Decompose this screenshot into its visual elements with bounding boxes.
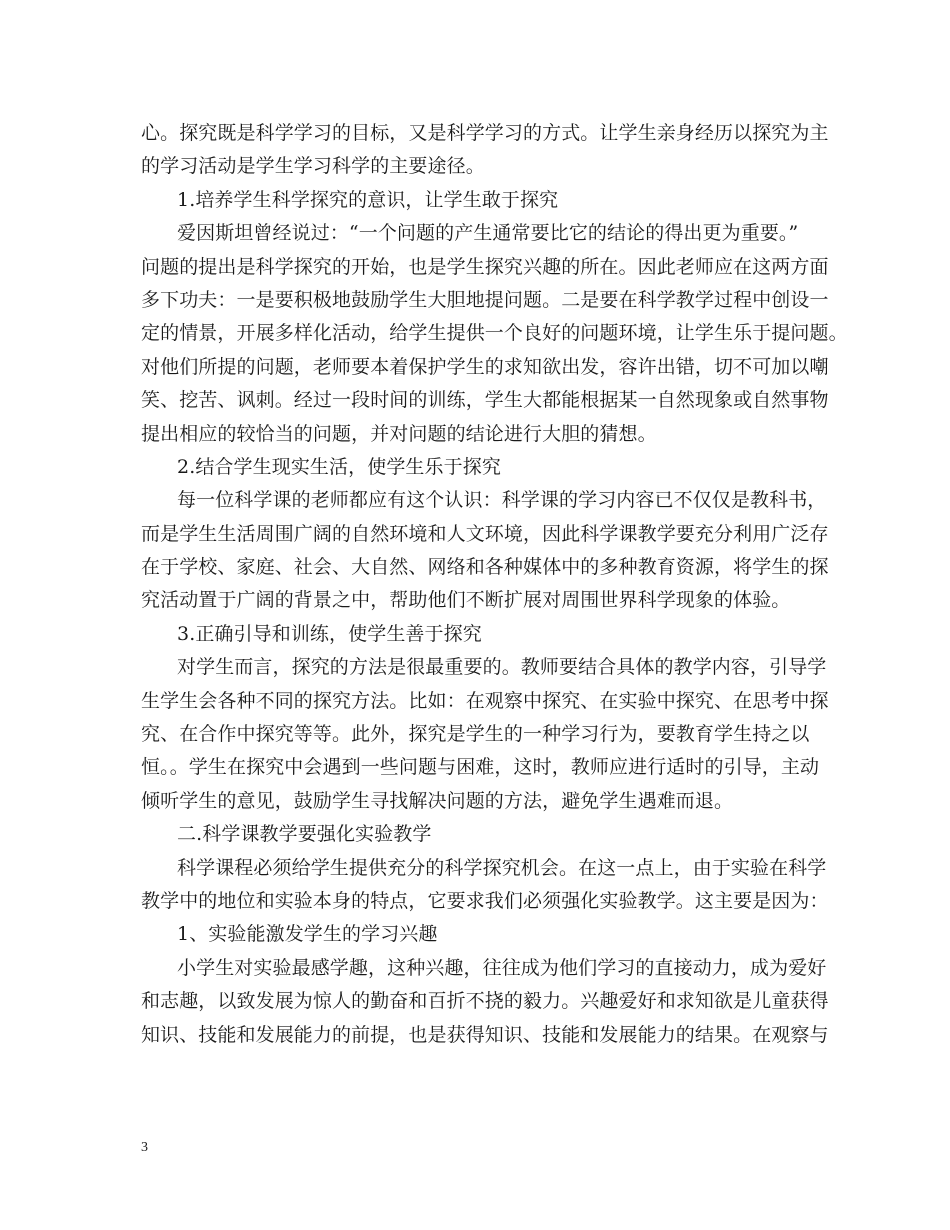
text-line: 究活动置于广阔的背景之中，帮助他们不断扩展对周围世界科学现象的体验。 — [141, 589, 791, 612]
text-line: 对学生而言，探究的方法是很最重要的。教师要结合具体的教学内容，引导学 — [177, 656, 827, 679]
text-line: 问题的提出是科学探究的开始，也是学生探究兴趣的所在。因此老师应在这两方面 — [141, 255, 829, 278]
text-line: 爱因斯坦曾经说过：“一个问题的产生通常要比它的结论的得出更为重要。” — [177, 222, 799, 245]
text-line: 对他们所提的问题，老师要本着保护学生的求知欲出发，容许出错，切不可加以嘲 — [141, 355, 829, 378]
text-line: 在于学校、家庭、社会、大自然、网络和各种媒体中的多种教育资源，将学生的探 — [141, 556, 829, 579]
text-line: 而是学生生活周围广阔的自然环境和人文环境，因此科学课教学要充分利用广泛存 — [141, 522, 829, 545]
text-line: 心。探究既是科学学习的目标，又是科学学习的方式。让学生亲身经历以探究为主 — [141, 122, 829, 144]
text-line: 提出相应的较恰当的问题，并对问题的结论进行大胆的猜想。 — [141, 422, 657, 445]
text-line: 1、实验能激发学生的学习兴趣 — [177, 923, 438, 946]
text-line: 二.科学课教学要强化实验教学 — [177, 823, 432, 846]
text-line: 2.结合学生现实生活，使学生乐于探究 — [177, 455, 501, 478]
text-line: 笑、挖苦、讽刺。经过一段时间的训练，学生大都能根据某一自然现象或自然事物 — [141, 389, 829, 412]
text-line: 知识、技能和发展能力的前提，也是获得知识、技能和发展能力的结果。在观察与 — [141, 1023, 829, 1046]
document-body — [141, 117, 848, 1052]
text-line: 定的情景，开展多样化活动，给学生提供一个良好的问题环境，让学生乐于提问题。 — [141, 322, 848, 345]
text-line: 究、在合作中探究等等。此外，探究是学生的一种学习行为，要教育学生持之以 — [141, 723, 810, 746]
text-line: 恒。。学生在探究中会遇到一些问题与困难，这时，教师应进行适时的引导，主动 — [141, 756, 820, 779]
text-line: 3.正确引导和训练，使学生善于探究 — [177, 622, 482, 645]
text-line: 的学习活动是学生学习科学的主要途径。 — [141, 155, 485, 178]
text-line: 多下功夫：一是要积极地鼓励学生大胆地提问题。二是要在科学教学过程中创设一 — [141, 288, 829, 311]
text-line: 生学生会各种不同的探究方法。比如：在观察中探究、在实验中探究、在思考中探 — [141, 689, 829, 712]
text-line: 每一位科学课的老师都应有这个认识：科学课的学习内容已不仅仅是教科书， — [177, 489, 827, 512]
page-number: 3 — [141, 1140, 148, 1155]
text-line: 教学中的地位和实验本身的特点，它要求我们必须强化实验教学。这主要是因为： — [141, 889, 829, 912]
text-line: 小学生对实验最感学趣，这种兴趣，往往成为他们学习的直接动力，成为爱好 — [177, 956, 827, 979]
text-line: 科学课程必须给学生提供充分的科学探究机会。在这一点上，由于实验在科学 — [177, 856, 827, 879]
text-line: 倾听学生的意见，鼓励学生寻找解决问题的方法，避免学生遇难而退。 — [141, 789, 734, 812]
text-line: 和志趣，以致发展为惊人的勤奋和百折不挠的毅力。兴趣爱好和求知欲是儿童获得 — [141, 990, 829, 1013]
text-line: 1.培养学生科学探究的意识，让学生敢于探究 — [177, 188, 559, 211]
